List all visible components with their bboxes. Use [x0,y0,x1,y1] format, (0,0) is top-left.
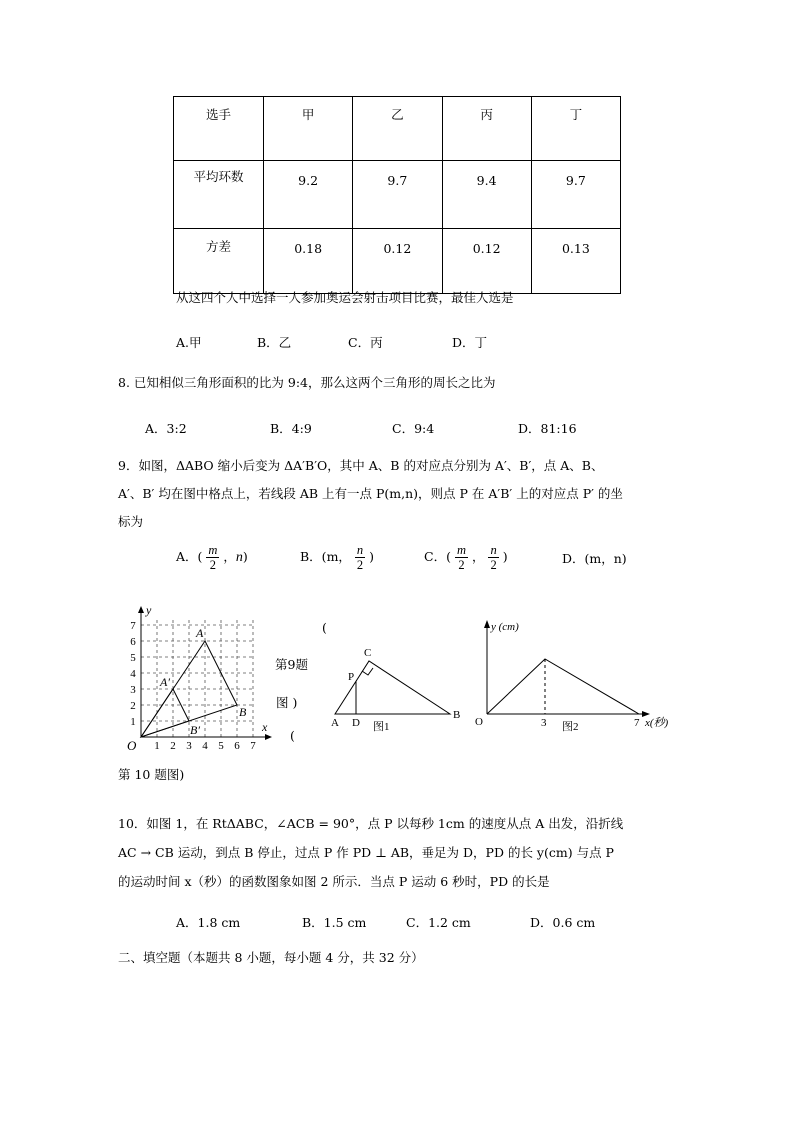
table-header-cell: 丁 [531,97,620,161]
q7-option-c: C．丙 [348,335,383,350]
point-label-b-prime: B′ [190,723,200,737]
point-label-d: D [352,717,360,729]
function-graph [487,659,639,714]
figure10-triangle [325,640,470,740]
paren-mark: ( [322,620,327,635]
y-tick-label: 6 [130,636,136,648]
point-label-a: A [196,626,204,640]
q7-stem: 从这四个人中选择一人参加奥运会射击项目比赛，最佳人选是 [176,290,514,305]
section-heading: 二、填空题（本题共 8 小题，每小题 4 分，共 32 分） [118,950,424,965]
paren: ) [242,549,248,564]
point-label-b: B [239,705,247,719]
q10-option-a: A．1.8 cm [176,915,241,930]
y-tick-label: 7 [130,620,136,632]
q7-option-a: A.甲 [176,335,202,350]
table-header-cell: 丙 [442,97,531,161]
q10-option-d: D．0.6 cm [530,915,596,930]
y-axis-label: y (cm) [491,621,519,633]
q9-line2: A′、B′ 均在图中格点上，若线段 AB 上有一点 P(m,n)，则点 P 在 A′B′ 上的对应点 P′ 的坐 [118,486,623,501]
figure9-grid-plot [118,600,288,755]
numerator: n [490,543,497,557]
variable: n [235,550,243,565]
figure9-caption-cont: 图 ) [276,695,298,710]
x-tick-label: 1 [154,740,160,752]
point-label-c: C [364,647,372,659]
triangle-abc [335,661,450,714]
q8-option-a: A．3:2 [145,421,187,436]
y-axis-arrow [484,620,490,628]
y-tick-label: 3 [130,684,136,696]
origin-label: O [475,716,483,728]
point-label-a: A [331,717,339,729]
y-tick-label: 4 [130,668,136,680]
x-tick-label: 2 [170,740,176,752]
point-label-p: P [348,671,355,683]
q10-line1: 10．如图 1，在 RtΔABC，∠ACB = 90°，点 P 以每秒 1cm 的速度从点 A 出发，沿折线 [118,816,624,831]
table-header-row [174,97,621,161]
x-tick-label: 6 [234,740,240,752]
table-header-cell: 选手 [174,97,264,161]
x-axis-arrow [265,734,272,740]
fraction [488,543,498,572]
figure9-caption: 第9题 [275,657,308,672]
table-cell: 方差 [174,229,264,294]
paren: ) [502,549,508,564]
table-header-cell: 甲 [264,97,353,161]
x-axis-label: x [262,720,268,734]
paren-mark: ( [290,728,295,743]
table-cell: 0.13 [531,229,620,294]
x-tick-label: 7 [250,740,256,752]
figure-caption: 图2 [562,721,579,733]
x-axis-label: x(秒) [645,717,669,729]
numerator: m [208,543,218,557]
triangle-a-prime-b-prime-o [141,689,189,737]
q10-option-b: B．1.5 cm [302,915,367,930]
table-cell: 9.7 [531,161,620,229]
q8-option-c: C．9:4 [392,421,435,436]
figure-caption: 图1 [373,721,390,733]
y-tick-label: 1 [130,716,136,728]
option-prefix: A．( [176,549,203,564]
denominator: 2 [490,558,497,572]
denominator: 2 [458,558,465,572]
q9-line3: 标为 [118,514,144,529]
x-tick-label: 4 [202,740,208,752]
denominator: 2 [356,558,364,572]
q9-option-b [300,543,374,572]
table-header-cell: 乙 [353,97,442,161]
q7-option-b: B．乙 [257,335,292,350]
numerator: m [456,543,466,557]
fraction [355,543,365,572]
q9-option-d: D．(m，n) [562,551,627,566]
q9-line1: 9．如图，ΔABO 缩小后变为 ΔA′B′O，其中 A、B 的对应点分别为 A′、B′，点 A、B、 [118,458,604,473]
point-label-b: B [453,709,461,721]
table-cell: 0.12 [442,229,531,294]
fraction [206,543,219,572]
y-axis-label: y [146,603,152,617]
table-cell: 9.4 [442,161,531,229]
table-row [174,161,621,229]
paren: ) [369,549,375,564]
y-axis-arrow [138,606,144,613]
table-cell: 0.12 [353,229,442,294]
q9-option-a: A．( $\frac{m}{2}$ ，n) [176,543,248,572]
table-cell: 平均环数 [174,161,264,229]
table-cell: 9.2 [264,161,353,229]
q9-option-c: C．( $\frac{m}{2}$ ， $\frac{n}{2}$ ) [424,543,508,572]
y-tick-label: 5 [130,652,136,664]
q10-line3: 的运动时间 x（秒）的函数图象如图 2 所示．当点 P 运动 6 秒时，PD 的长是 [118,874,550,889]
table-row [174,229,621,294]
q10-option-c: C．1.2 cm [406,915,471,930]
option-prefix: B．(m， [300,549,351,564]
figure10-caption: 第 10 题图) [118,767,185,782]
q8-option-b: B．4:9 [270,421,312,436]
option-prefix: C．( [424,549,451,564]
x-tick-label: 7 [634,717,640,729]
x-tick-label: 3 [541,717,547,729]
table-cell: 0.18 [264,229,353,294]
x-tick-label: 3 [186,740,192,752]
q7-option-d: D．丁 [452,335,488,350]
q10-line2: AC → CB 运动，到点 B 停止，过点 P 作 PD ⊥ AB，垂足为 D，PD 的长 y(cm) 与点 P [118,845,614,860]
fraction [455,543,468,572]
q8-option-d: D．81:16 [518,421,577,436]
table-cell: 9.7 [353,161,442,229]
x-tick-label: 5 [218,740,224,752]
q8-stem: 8. 已知相似三角形面积的比为 9:4，那么这两个三角形的周长之比为 [118,375,496,390]
denominator: 2 [209,558,217,572]
origin-label: O [127,738,137,753]
y-tick-label: 2 [130,700,136,712]
numerator: n [356,543,364,557]
score-table [173,96,621,294]
figure10-graph [470,615,682,740]
point-label-a-prime: A′ [160,675,170,689]
